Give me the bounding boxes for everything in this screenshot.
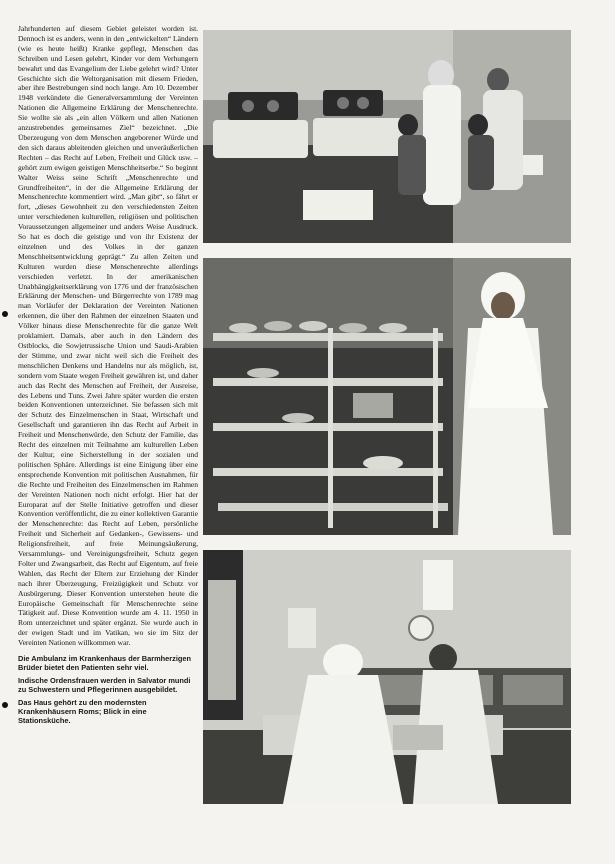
caption-block: [18, 654, 198, 725]
photo-station-kitchen: [203, 550, 571, 804]
photo-nun-trolley: [203, 258, 571, 535]
caption-3: Das Haus gehört zu den modernsten Krankenhäusern Roms; Blick in eine Stationsküche.: [18, 698, 147, 726]
article-body: Jahrhunderten auf diesem Gebiet geleistet worden ist. Dennoch ist es anders, wenn in den „entwickelten“ Ländern (wie es heute heißt) Kranke gepflegt, Menschen das Schreiben und Lesen gelehrt, Kinder vor dem Verhungern bewahrt und das Evangelium der Liebe gelehrt wird? Unter Geschichte sich die Weltorganisation mit diesem Frieden, aber ihre Bestrebungen sind noch lange. Am 10. Dezember 1948 verkündete die Generalversammlung der Vereinten Nationen die Allgemeine Erklärung der Menschenrechte. Sie wollte sie als „ein allen Völkern und allen Nationen anzustrebendes gemeinsames Ziel“ bezeichnet. „Die Überzeugung von dem Menschen angeborener Würde und den sich daraus ableitenden gleichen und unveräußerlichen Rechten – das Recht auf Leben, Freiheit und Glück usw. – gehört zum ewigen geistigen Menschheitserbe.“ So beginnt Walter Weiss seine Schrift „Menschenrechte und Grundfreiheiten“, in der die Allgemeine Erklärung der Menschenrechte kommentiert wird. „Man gibt“, so fährt er fort, „dieses Gewohnheit zu den verschiedensten Zeiten unter verschiedenen kulturellen, religiösen und politischen Voraussetzungen allgemeiner und anders Weise Ausdruck. So hat es doch die geistige und von ihr Existenz der einzelnen und des Volkes in der ganzen Menschheitsentwicklung geprägt.“ Zu allen Zeiten und Kulturen wurden diese Menschenrechte allerdings verschieden verletzt. In der amerikanischen Unabhängigkeitserklärung von 1776 und der französischen Erklärung der Menschen- und Bürgerrechte von 1789 mag man Vorläufer der Deklaration der Vereinten Nationen erkennen, die über den Rahmen der einzelnen Staaten und Völker hinaus diese Menschenrechte für die ganze Welt proklamiert. Damals, aber auch in den Ländern des Ostblocks, die Sowjetrussische Union und Saudi-Arabien der Stimme, und zwar nicht weil sich die Freiheit des menschlichen Denkens und Handelns nur als möglich, ist, sondern vom Staate wegen Freiheit gewähren ist, und daher auch das Recht des Menschen auf Freiheit, der Ausreise, des Lebens und Tuns. Zwei Jahre später wurden die ersten beiden Konventionen unterzeichnet. Sie befassen sich mit der Schutz des Einzelmenschen in Staat, Wirtschaft und Gesellschaft und garantieren ihn das Recht auf Arbeit in Freiheit und Menschenwürde, den Schutz der Familie, das Recht des einzelnen mit Teilnahme am kulturellen Leben der Kultur, eine Sicherstellung in der sozialen und politischen Sphäre. Allerdings ist eine Einigung über eine entsprechende Konvention mit politischen Ausnahmen, für die Rechte und Freiheiten des Einzelmenschen im Rahmen der Vereinten Nationen noch nicht erfolgt. Hier hat der Europarat auf der Stelle Initiative getroffen und dieser Konvention veröffentlicht, die zu einer kollektiven Garantie der Menschenrechte: das Recht auf Leben, persönliche Freiheit und Sicherheit auf Gedanken-, Gewissens- und Religionsfreiheit, auf freie Meinungsäußerung, Versammlungs- und Vereinigungsfreiheit, Schutz gegen Folter und Zwangsarbeit, das Recht auf Eigentum, auf freie Wahlen, das Recht der Eltern zur Erziehung der Kinder nach ihrer Überzeugung, Freizügigkeit und Schutz vor Ausbürgerung. Dieser Konvention unterstehen heute die Europäische Gemeinschaft für Menschenrechte seine Tätigkeit auf. Diese Konvention wurde am 4. 11. 1950 in Rom unterzeichnet und später ergänzt. Sie wurde auch in der ewigen Stadt und im Vatikan, wo sie im Sitz der Vereinten Nationen willkommen war.: [18, 24, 198, 648]
margin-dot: [2, 311, 8, 317]
text-column: [18, 24, 198, 804]
margin-dot: [2, 702, 8, 708]
photo-ambulance: [203, 30, 571, 243]
caption-1: Die Ambulanz im Krankenhaus der Barmherzigen Brüder bietet den Patienten sehr viel.: [18, 654, 192, 673]
caption-2: Indische Ordensfrauen werden in Salvator mundi zu Schwestern und Pflegerinnen ausgebildet.: [18, 676, 191, 695]
